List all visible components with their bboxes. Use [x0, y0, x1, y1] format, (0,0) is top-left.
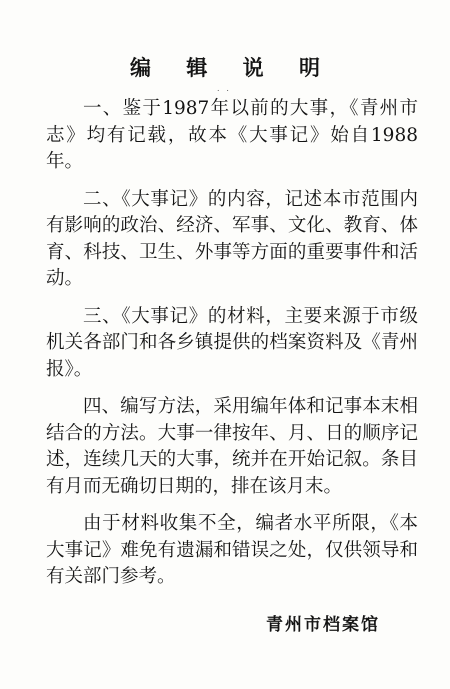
page-title: 编 辑 说 明 [130, 56, 334, 80]
paragraph-5: 由于材料收集不全，编者水平所限，《本大事记》难免有遗漏和错误之处，仅供领导和有关部门参考。 [46, 513, 418, 587]
document-body [46, 96, 418, 602]
paragraph-4: 四、编写方法，采用编年体和记事本末相结合的方法。大事一律按年、月、日的顺序记述，连续几天的大事，统并在开始记叙。条目有月而无确切日期的，排在该月末。 [46, 396, 418, 497]
signature: 青州市档案馆 [266, 615, 380, 635]
paragraph-3: 三、《大事记》的材料，主要来源于市级机关各部门和各乡镇提供的档案资料及《青州报》。 [46, 305, 418, 380]
paragraph-1: 一、鉴于1987年以前的大事，《青州市志》均有记载，故本《大事记》始自1988年。 [46, 98, 418, 172]
scan-specks: ˙ ˙ [216, 90, 231, 100]
paragraph-2: 二、《大事记》的内容，记述本市范围内有影响的政治、经济、军事、文化、教育、体育、科技、卫生、外事等方面的重要事件和活动。 [46, 188, 418, 289]
